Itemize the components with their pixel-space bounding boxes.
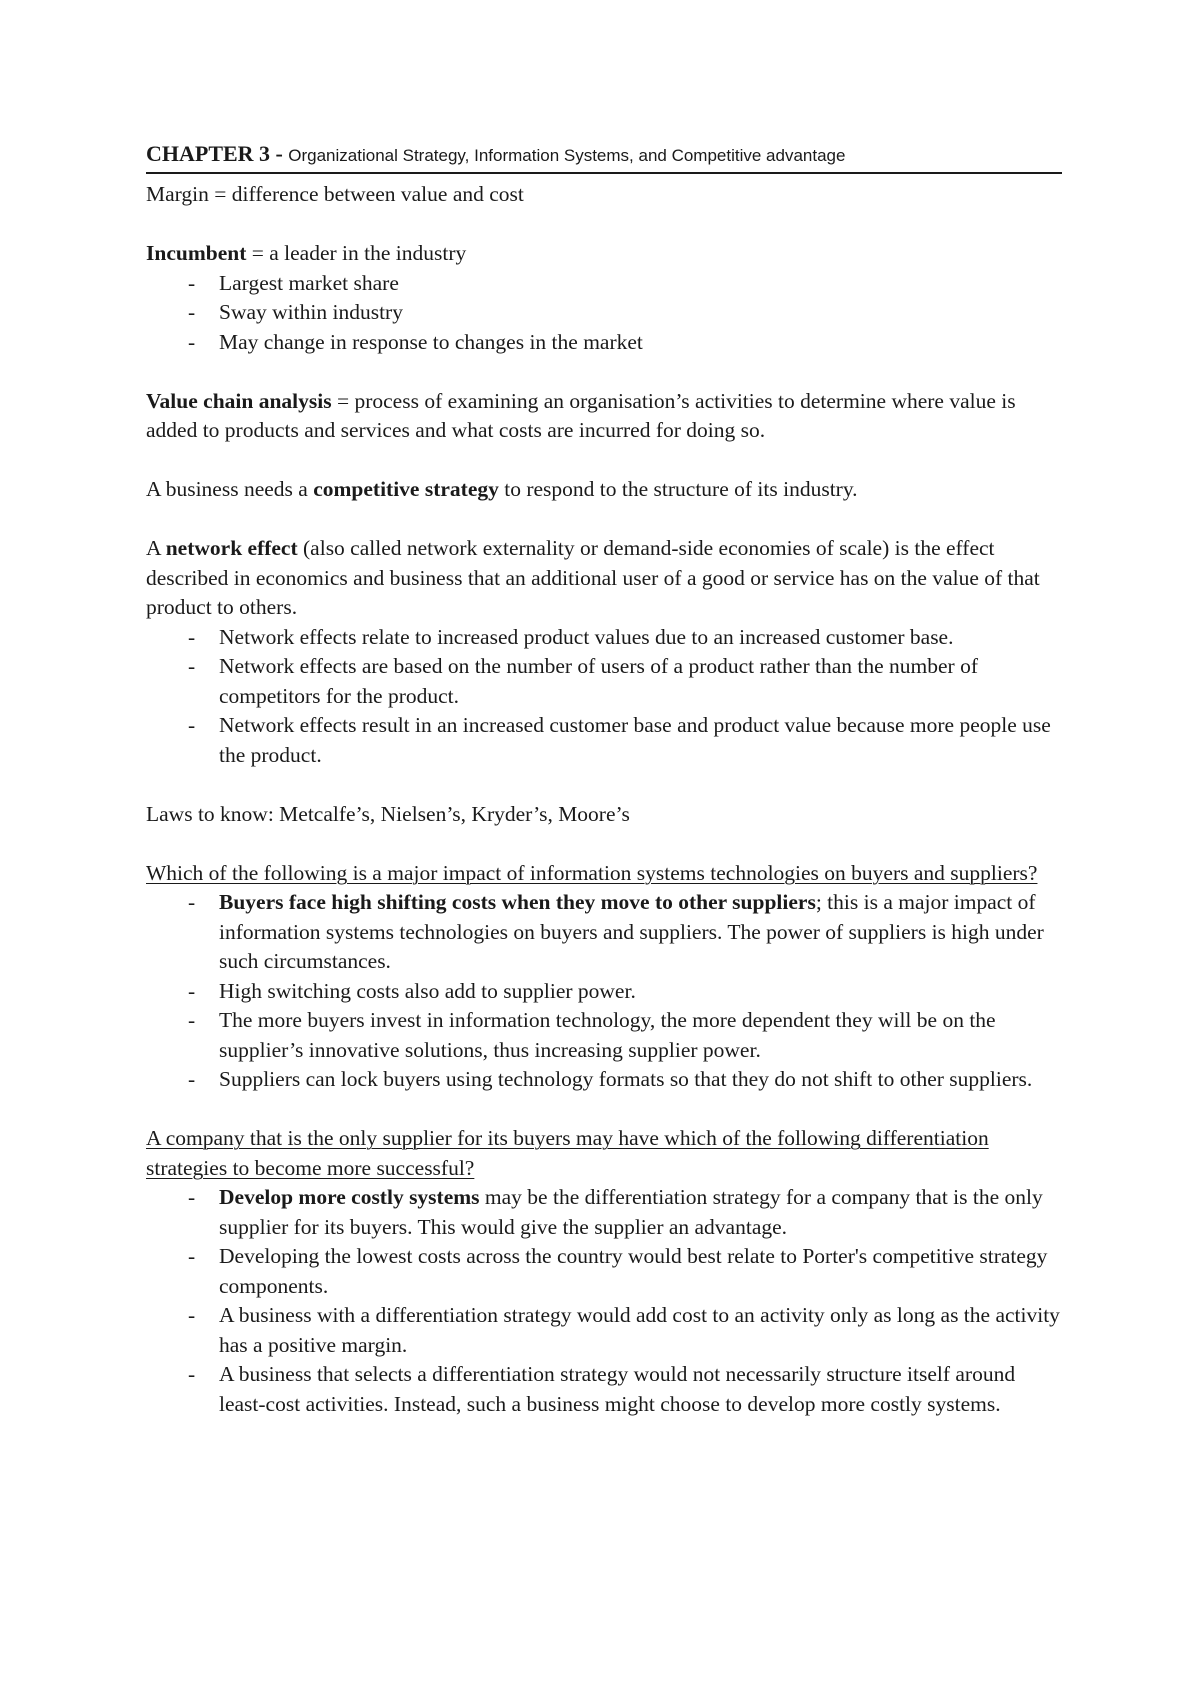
answer-bold: Develop more costly systems: [219, 1185, 480, 1209]
competitive-text-after: to respond to the structure of its industry.: [498, 477, 858, 501]
dash-bullet: -: [188, 270, 196, 295]
competitive-strategy-term: competitive strategy: [313, 477, 499, 501]
dash-bullet: -: [188, 890, 196, 914]
chapter-subtitle: Organizational Strategy, Information Systems, and Competitive advantage: [288, 146, 846, 165]
question-2-answers: [146, 1183, 1062, 1419]
incumbent-term: Incumbent: [146, 241, 247, 265]
list-item-text: Network effects result in an increased customer base and product value because more people use the product.: [219, 713, 1051, 767]
answer-bold: Buyers face high shifting costs when they move to other suppliers: [219, 890, 816, 914]
dash-bullet: -: [188, 300, 196, 324]
list-item: [146, 1065, 1062, 1095]
chapter-header: [146, 140, 1062, 174]
list-item: [146, 977, 1062, 1007]
list-item-text: A business that selects a differentiation strategy would not necessarily structure itself around least-cost activities. Instead, such a business might choose to develop more costly systems.: [219, 1362, 1016, 1416]
list-item: [146, 1360, 1062, 1419]
list-item-text: The more buyers invest in information technology, the more dependent they will be on the supplier’s innovative solutions, thus increasing supplier power.: [219, 1008, 996, 1062]
question-1: Which of the following is a major impact of information systems technologies on buyers and suppliers?: [146, 860, 1038, 885]
dash-bullet: -: [188, 1244, 196, 1268]
dash-bullet: -: [188, 1303, 196, 1327]
network-text-after: (also called network externality or demand-side economies of scale) is the effect described in economics and business that an additional user of a good or service has on the value of that product to others.: [146, 536, 1040, 619]
laws-to-know: Laws to know: Metcalfe’s, Nielsen’s, Kryder’s, Moore’s: [146, 801, 630, 826]
list-item: [146, 298, 1062, 328]
dash-bullet: -: [188, 654, 196, 678]
list-item-text: may be the differentiation strategy for a company that is the only supplier for its buyers. This would give the supplier an advantage.: [219, 1185, 1043, 1239]
list-item-text: A business with a differentiation strategy would add cost to an activity only as long as the activity has a positive margin.: [219, 1303, 1060, 1357]
competitive-strategy-sentence: [146, 475, 1062, 505]
list-item-text: High switching costs also add to supplier power.: [219, 978, 636, 1003]
list-item: [146, 269, 1062, 299]
list-item: [146, 623, 1062, 653]
dash-bullet: -: [188, 978, 196, 1003]
question-2: A company that is the only supplier for its buyers may have which of the following differentiation strategies to become more successful?: [146, 1126, 989, 1180]
list-item-text: ; this is a major impact of information systems technologies on buyers and suppliers. The power of suppliers is high under such circumstances.: [219, 890, 1044, 973]
list-item: [146, 1183, 1062, 1242]
value-chain-definition: [146, 387, 1062, 446]
list-item-text: Suppliers can lock buyers using technology formats so that they do not shift to other suppliers.: [219, 1067, 1033, 1091]
network-text-before: A: [146, 536, 166, 560]
list-item: [146, 888, 1062, 977]
network-effect-term: network effect: [165, 536, 298, 560]
list-item: [146, 711, 1062, 770]
incumbent-list: [146, 269, 1062, 358]
list-item-text: Sway within industry: [219, 300, 403, 324]
dash-bullet: -: [188, 329, 196, 354]
list-item: [146, 1301, 1062, 1360]
list-item-text: Developing the lowest costs across the country would best relate to Porter's competitive strategy components.: [219, 1244, 1048, 1298]
dash-bullet: -: [188, 1008, 196, 1032]
list-item-text: Largest market share: [219, 270, 399, 295]
dash-bullet: -: [188, 713, 196, 737]
list-item: [146, 1242, 1062, 1301]
competitive-text-before: A business needs a: [146, 477, 314, 501]
incumbent-definition: [146, 239, 1062, 269]
dash-bullet: -: [188, 1185, 196, 1209]
document-page: [146, 140, 1062, 1419]
list-item: [146, 652, 1062, 711]
chapter-title: CHAPTER 3 -: [146, 141, 283, 166]
dash-bullet: -: [188, 1067, 196, 1091]
question-1-answers: [146, 888, 1062, 1095]
list-item-text: May change in response to changes in the market: [219, 329, 643, 354]
list-item-text: Network effects relate to increased product values due to an increased customer base.: [219, 624, 954, 649]
incumbent-text: = a leader in the industry: [246, 241, 467, 265]
value-chain-text: = process of examining an organisation’s activities to determine where value is added to products and services and what costs are incurred for doing so.: [146, 388, 1016, 442]
list-item: [146, 328, 1062, 358]
dash-bullet: -: [188, 624, 196, 649]
network-effect-definition: [146, 534, 1062, 623]
list-item: [146, 1006, 1062, 1065]
dash-bullet: -: [188, 1362, 196, 1386]
value-chain-term: Value chain analysis: [146, 388, 332, 413]
network-effect-list: [146, 623, 1062, 771]
list-item-text: Network effects are based on the number of users of a product rather than the number of competitors for the product.: [219, 654, 978, 708]
margin-definition: Margin = difference between value and cost: [146, 182, 524, 206]
